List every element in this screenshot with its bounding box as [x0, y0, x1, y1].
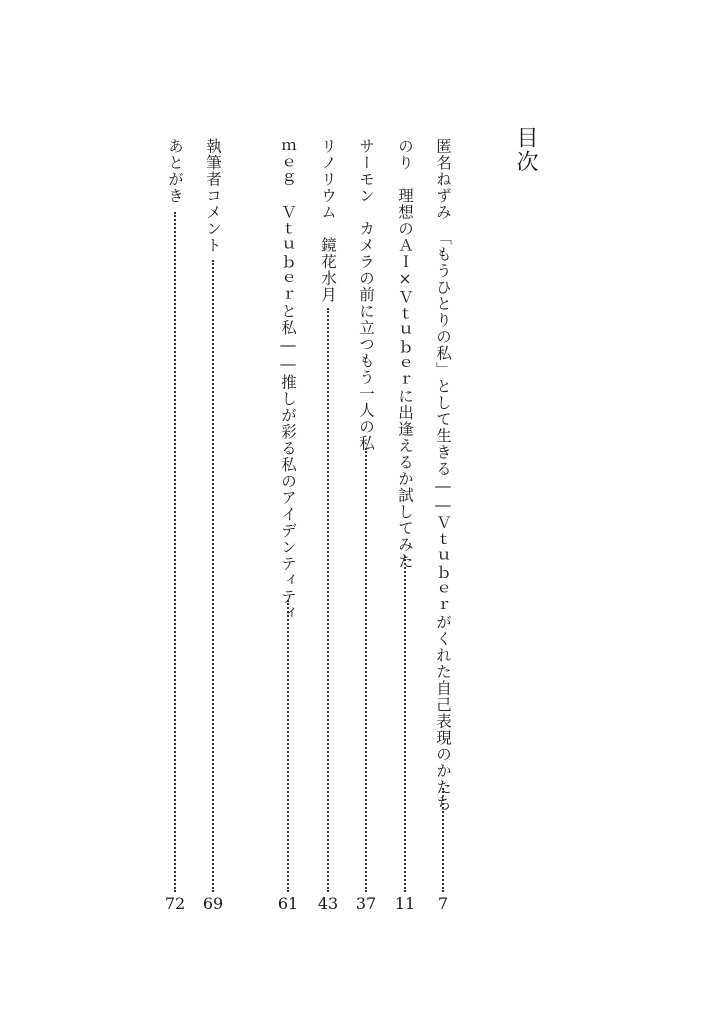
entry-title: 匿名ねずみ 「もうひとりの私」として生きる――Ｖｔｕｂｅｒがくれた自己表現のかたち [434, 138, 452, 812]
entry-title: のり 理想のＡＩ×Ｖｔｕｂｅｒに出逢えるか試してみた [396, 138, 414, 570]
page-number: 69 [202, 894, 224, 913]
entry-title: ｍｅｇ Ｖｔｕｂｅｒと私――推しが彩る私のアイデンティティ [279, 138, 297, 622]
entry-title: サーモン カメラの前に立つもう一人の私 [357, 138, 375, 452]
entry-title: あとがき [166, 138, 184, 204]
dot-leader [212, 260, 214, 892]
page-number: 61 [277, 894, 299, 913]
page-number: 11 [394, 894, 416, 913]
dot-leader [287, 600, 289, 892]
page-number: 37 [355, 894, 377, 913]
dot-leader [174, 212, 176, 892]
entry-title: 執筆者コメント [204, 138, 222, 254]
dot-leader [327, 308, 329, 892]
entry-title: リノリウム 鏡花水月 [319, 138, 337, 303]
page-number: 43 [317, 894, 339, 913]
dot-leader [404, 556, 406, 892]
page-number: 72 [164, 894, 186, 913]
dot-leader [365, 448, 367, 892]
page-number: 7 [437, 894, 449, 913]
toc-title: 目次 [513, 126, 538, 174]
dot-leader [442, 788, 444, 892]
